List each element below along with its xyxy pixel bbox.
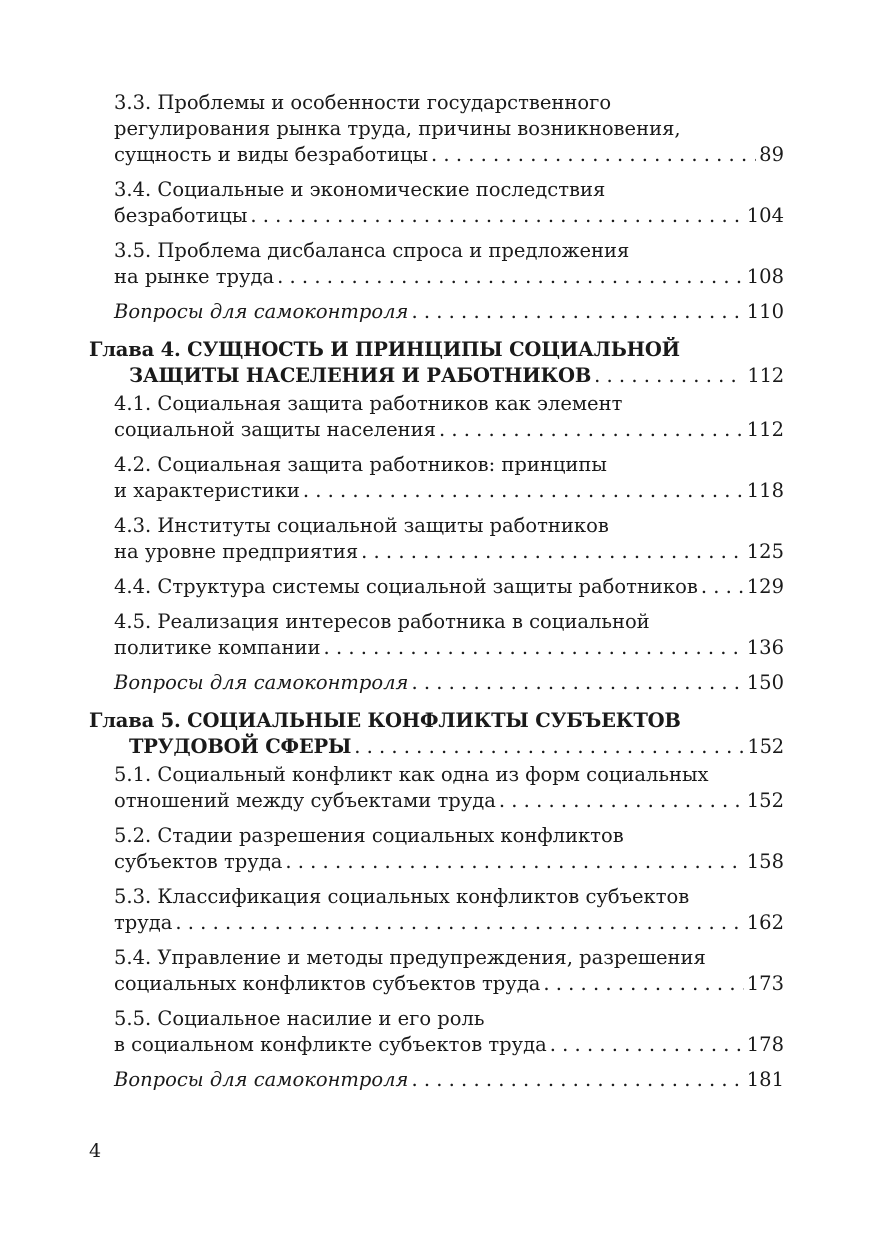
toc-entry-leader-line [114,574,784,600]
toc-section-entry [114,945,784,997]
toc-entry-leader-line [89,734,784,760]
toc-entry-title: Вопросы для самоконтроля [114,1068,409,1091]
toc-page-number: 150 [746,671,784,694]
toc-entry-leader-line [114,910,784,936]
toc-entry-title: политике компании [114,636,321,659]
toc-entry-line: 4.5. Реализация интересов работника в социальной [114,610,650,633]
toc-entry-line: 4.2. Социальная защита работников: принципы [114,453,607,476]
toc-section-entry [114,177,784,229]
toc-section-entry [114,452,784,504]
dot-leader [303,478,744,504]
toc-entry-leader-line [114,788,784,814]
toc-page-number: 173 [746,972,784,995]
toc-section-entry [114,884,784,936]
toc-entry-leader-line [114,299,784,325]
toc-entry-leader-line [89,363,784,389]
dot-leader [277,264,744,290]
toc-page-number: 178 [746,1033,784,1056]
dot-leader [499,788,744,814]
toc-section-entry [114,513,784,565]
toc-entry-title: 4.4. Структура системы социальной защиты работников [114,575,698,598]
toc-page-number: 110 [746,300,784,323]
toc-entry-line: 4.3. Институты социальной защиты работников [114,514,609,537]
toc-section-entry [114,238,784,290]
toc-entry-title: сущность и виды безработицы [114,143,429,166]
dot-leader [701,574,744,600]
toc-page-number: 129 [746,575,784,598]
dot-leader [550,1032,744,1058]
toc-entry-leader-line [114,203,784,229]
toc-entry-line: 5.5. Социальное насилие и его роль [114,1007,485,1030]
toc-entry-title: субъектов труда [114,850,283,873]
toc-entry-title: на уровне предприятия [114,540,359,563]
toc-entry-leader-line [114,478,784,504]
toc-entry-title: социальной защиты населения [114,418,436,441]
toc-entry-leader-line [114,1032,784,1058]
toc-entry-leader-line [114,1067,784,1093]
dot-leader [324,635,744,661]
dot-leader [250,203,743,229]
toc-section-entry [114,574,784,600]
toc-entry-title: ЗАЩИТЫ НАСЕЛЕНИЯ И РАБОТНИКОВ [129,364,592,387]
toc-page-number: 125 [746,540,784,563]
dot-leader [361,539,744,565]
toc-entry-leader-line [114,539,784,565]
toc-chapter-entry [89,708,784,760]
toc-questions-entry [114,299,784,325]
dot-leader [411,1067,743,1093]
toc-section-entry [114,1006,784,1058]
page-number: 4 [89,1140,102,1162]
toc-page-number: 152 [746,789,784,812]
dot-leader [285,849,743,875]
dot-leader [411,299,743,325]
toc-chapter-entry [89,337,784,389]
toc-entry-leader-line [114,670,784,696]
dot-leader [431,142,756,168]
toc-entry-line: 4.1. Социальная защита работников как элемент [114,392,623,415]
toc-entry-title: на рынке труда [114,265,275,288]
toc-page-number: 152 [747,735,784,758]
toc-page-number: 112 [746,418,784,441]
toc-entry-title: и характеристики [114,479,300,502]
toc-page-number: 112 [747,364,784,387]
toc-entry-line: 3.4. Социальные и экономические последствия [114,178,606,201]
toc-entry-title: в социальном конфликте субъектов труда [114,1033,547,1056]
toc-page-number: 104 [746,204,784,227]
dot-leader [543,971,743,997]
toc-page-number: 108 [746,265,784,288]
dot-leader [354,734,744,760]
toc-entry-line: 5.1. Социальный конфликт как одна из форм социальных [114,763,709,786]
toc-entry-line: 3.3. Проблемы и особенности государственного [114,91,612,114]
toc-entry-title: социальных конфликтов субъектов труда [114,972,541,995]
toc-entry-leader-line [114,635,784,661]
toc-entry-leader-line [114,849,784,875]
dot-leader [175,910,743,936]
toc-questions-entry [114,670,784,696]
toc-section-entry [114,762,784,814]
table-of-contents [0,90,876,1102]
toc-entry-line: регулирования рынка труда, причины возникновения, [114,117,681,140]
toc-entry-line: 5.2. Стадии разрешения социальных конфликтов [114,824,624,847]
toc-section-entry [114,90,784,168]
toc-entry-line: 5.3. Классификация социальных конфликтов субъектов [114,885,690,908]
toc-entry-title: Вопросы для самоконтроля [114,300,409,323]
toc-entry-line: 3.5. Проблема дисбаланса спроса и предложения [114,239,630,262]
toc-entry-line: Глава 5. СОЦИАЛЬНЫЕ КОНФЛИКТЫ СУБЪЕКТОВ [89,709,681,732]
toc-page-number: 118 [746,479,784,502]
dot-leader [594,363,744,389]
toc-entry-leader-line [114,264,784,290]
toc-entry-title: труда [114,911,173,934]
toc-questions-entry [114,1067,784,1093]
toc-entry-line: Глава 4. СУЩНОСТЬ И ПРИНЦИПЫ СОЦИАЛЬНОЙ [89,338,680,361]
toc-section-entry [114,823,784,875]
toc-page-number: 136 [746,636,784,659]
toc-entry-title: безработицы [114,204,248,227]
toc-entry-line: 5.4. Управление и методы предупреждения, разрешения [114,946,706,969]
toc-entry-leader-line [114,971,784,997]
toc-entry-title: отношений между субъектами труда [114,789,496,812]
dot-leader [439,417,744,443]
toc-page-number: 89 [759,143,784,166]
toc-page-number: 158 [746,850,784,873]
toc-entry-leader-line [114,417,784,443]
dot-leader [411,670,743,696]
toc-page-number: 181 [746,1068,784,1091]
toc-entry-title: Вопросы для самоконтроля [114,671,409,694]
toc-entry-leader-line [114,142,784,168]
toc-section-entry [114,609,784,661]
toc-section-entry [114,391,784,443]
toc-entry-title: ТРУДОВОЙ СФЕРЫ [129,735,352,758]
toc-page-number: 162 [746,911,784,934]
